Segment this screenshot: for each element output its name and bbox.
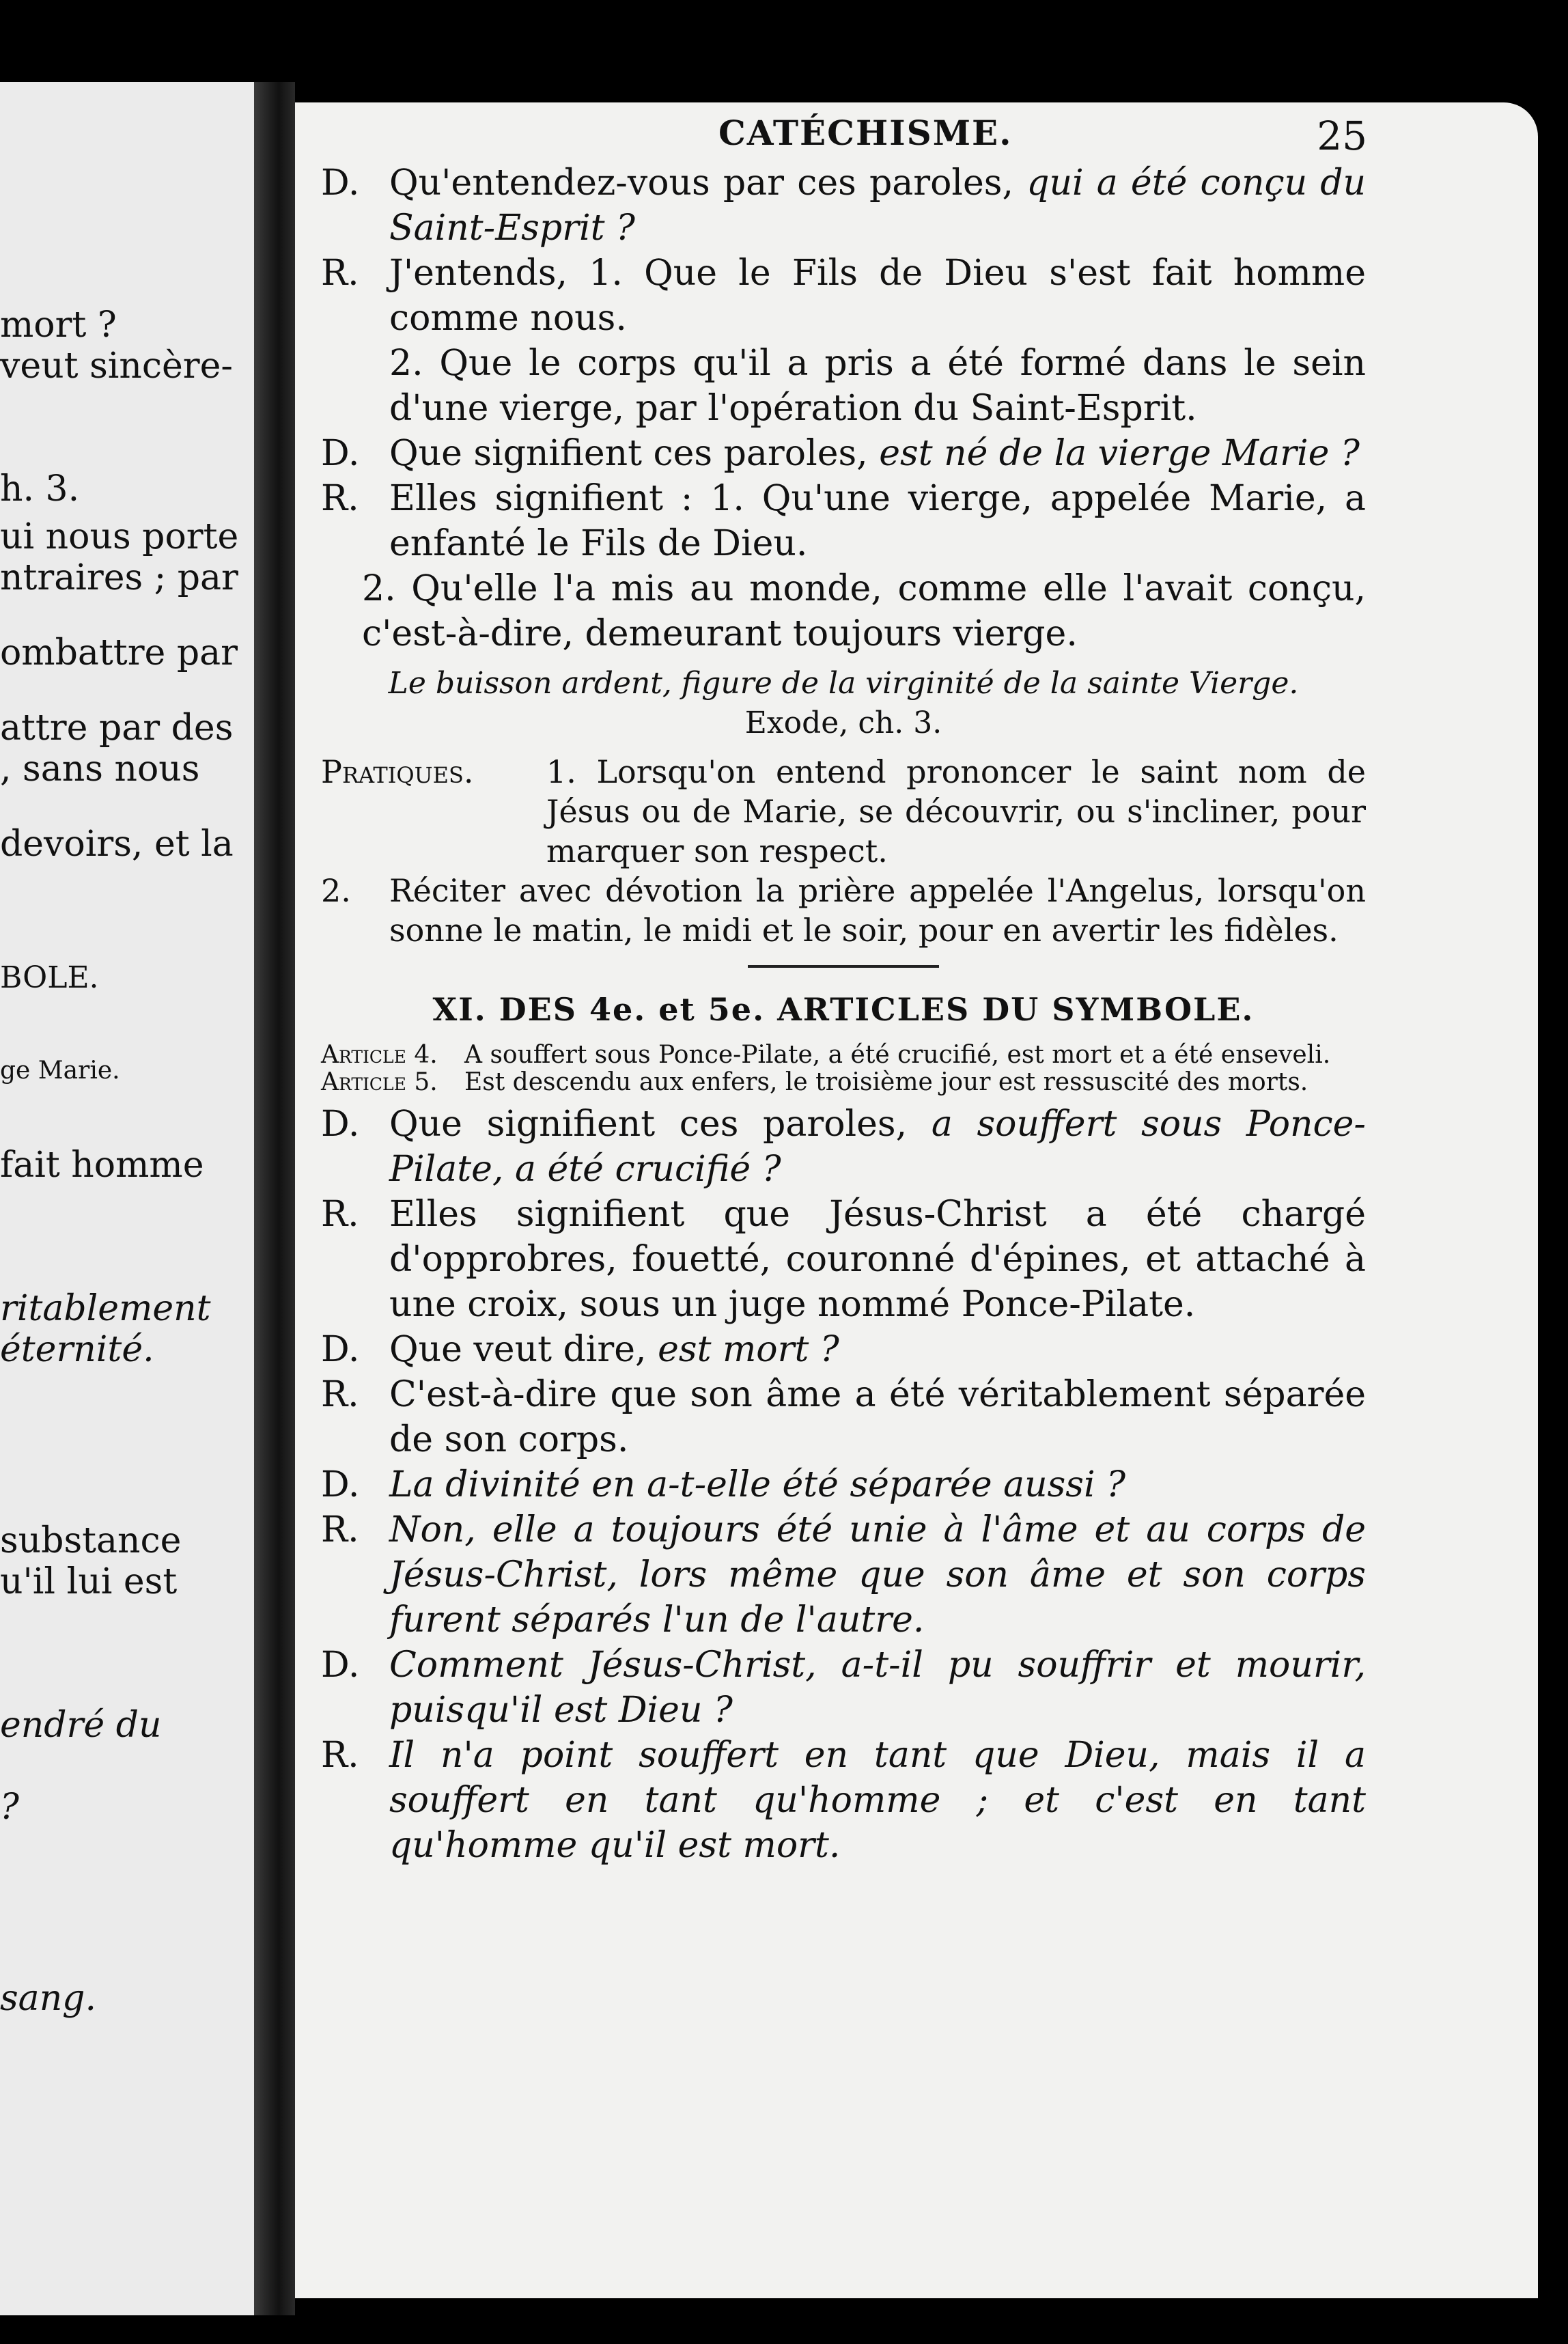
left-line: substance <box>0 1520 182 1561</box>
article-line <box>321 1069 1366 1096</box>
page-body <box>321 161 1366 1868</box>
answer <box>321 1192 1366 1327</box>
question <box>321 431 1366 476</box>
pratiques <box>321 752 1366 871</box>
book-gutter <box>254 82 295 2315</box>
left-line: endré du <box>0 1705 162 1746</box>
pratique-number: 2. <box>321 872 351 909</box>
left-line: devoirs, et la <box>0 824 234 865</box>
answer <box>321 251 1366 341</box>
answer-continuation: 2. Qu'elle l'a mis au monde, comme elle l'avait conçu, c'est-à-dire, demeurant toujours vierge. <box>362 568 1366 654</box>
left-line: veut sincère- <box>0 346 233 387</box>
question-quote: est né de la vierge Marie ? <box>879 433 1360 474</box>
answer-text: Non, elle a toujours été unie à l'âme et au corps de Jésus-Christ, lors même que son âme et son corps furent séparés l'un de l'autre. <box>389 1509 1366 1641</box>
left-page <box>0 82 254 2315</box>
article-label: Article 4. <box>321 1041 438 1069</box>
question-text: Que signifient ces paroles, <box>389 433 868 474</box>
answer <box>321 1733 1366 1868</box>
left-line: BOLE. <box>0 960 99 995</box>
left-line: sang. <box>0 1978 96 2019</box>
answer-text: Elles signifient : 1. Qu'une vierge, appelée Marie, a enfanté le Fils de Dieu. <box>389 478 1366 564</box>
question <box>321 1643 1366 1733</box>
question-label: D. <box>321 1329 360 1370</box>
left-line: fait homme <box>0 1145 204 1186</box>
left-line: attre par des <box>0 708 234 749</box>
left-line: ui nous porte <box>0 516 239 557</box>
answer-continuation: 2. Que le corps qu'il a pris a été formé dans le sein d'une vierge, par l'opération du Saint-Esprit. <box>389 343 1366 429</box>
running-title: CATÉCHISME. <box>718 113 1013 153</box>
caption-reference: Exode, ch. 3. <box>744 706 942 740</box>
article-label: Article 5. <box>321 1068 438 1096</box>
figure-caption: Le buisson ardent, figure de la virginité de la sainte Vierge. <box>388 666 1299 701</box>
answer-label: R. <box>321 253 359 294</box>
question <box>321 161 1366 251</box>
pratique-1: 1. Lorsqu'on entend prononcer le saint nom de Jésus ou de Marie, se découvrir, ou s'incliner, pour marquer son respect. <box>546 753 1366 869</box>
left-line: ge Marie. <box>0 1057 120 1085</box>
question-text: La divinité en a-t-elle été séparée aussi ? <box>389 1464 1126 1505</box>
left-line: ritablement <box>0 1288 211 1329</box>
question-quote: a souffert sous Ponce-Pilate, a été crucifié ? <box>389 1104 1366 1190</box>
answer-label: R. <box>321 1735 359 1776</box>
question <box>321 1462 1366 1507</box>
pratiques-label: Pratiques. <box>321 753 474 790</box>
left-line: éternité. <box>0 1329 154 1370</box>
question-quote: est mort ? <box>658 1329 839 1370</box>
left-line: ? <box>0 1787 19 1828</box>
question-text: Que signifient ces paroles, <box>389 1104 908 1145</box>
left-line: mort ? <box>0 305 117 346</box>
question <box>321 1327 1366 1372</box>
pratique-item <box>321 871 1366 950</box>
question-text: Qu'entendez-vous par ces paroles, <box>389 163 1014 204</box>
question-label: D. <box>321 1645 360 1686</box>
question-quote: qui a été conçu du Saint-Esprit ? <box>389 163 1366 249</box>
answer-text: C'est-à-dire que son âme a été véritablement séparée de son corps. <box>389 1374 1366 1460</box>
answer-label: R. <box>321 1194 359 1235</box>
question-text: Comment Jésus-Christ, a-t-il pu souffrir et mourir, puisqu'il est Dieu ? <box>389 1645 1366 1731</box>
answer-text: J'entends, 1. Que le Fils de Dieu s'est fait homme comme nous. <box>389 253 1366 339</box>
article-text: Est descendu aux enfers, le troisième jour est ressuscité des morts. <box>464 1068 1308 1096</box>
article-text: A souffert sous Ponce-Pilate, a été crucifié, est mort et a été enseveli. <box>464 1041 1331 1069</box>
question-label: D. <box>321 1104 360 1145</box>
question-text: Que veut dire, <box>389 1329 647 1370</box>
answer-label: R. <box>321 478 359 519</box>
answer-text: Elles signifient que Jésus-Christ a été chargé d'opprobres, fouetté, couronné d'épines, et attaché à une croix, sous un juge nommé Ponce-Pilate. <box>389 1194 1366 1325</box>
question-label: D. <box>321 1464 360 1505</box>
left-line: ntraires ; par <box>0 557 238 598</box>
divider <box>748 965 939 968</box>
section-title: XI. DES 4e. et 5e. ARTICLES DU SYMBOLE. <box>432 991 1255 1028</box>
page-number: 25 <box>1317 113 1367 159</box>
answer <box>321 1372 1366 1462</box>
page-header <box>295 113 1538 159</box>
article-line <box>321 1042 1366 1069</box>
answer <box>321 476 1366 566</box>
left-line: h. 3. <box>0 469 80 510</box>
answer-label: R. <box>321 1509 359 1550</box>
left-line: ombattre par <box>0 632 238 673</box>
question <box>321 1102 1366 1192</box>
answer-label: R. <box>321 1374 359 1415</box>
answer-text: Il n'a point souffert en tant que Dieu, mais il a souffert en tant qu'homme ; et c'est en tant qu'homme qu'il est mort. <box>389 1735 1366 1866</box>
question-label: D. <box>321 433 360 474</box>
left-line: u'il lui est <box>0 1561 178 1602</box>
left-line: , sans nous <box>0 749 200 790</box>
answer <box>321 1507 1366 1643</box>
pratique-2: Réciter avec dévotion la prière appelée l'Angelus, lorsqu'on sonne le matin, le midi et le soir, pour en avertir les fidèles. <box>389 872 1366 949</box>
question-label: D. <box>321 163 360 204</box>
